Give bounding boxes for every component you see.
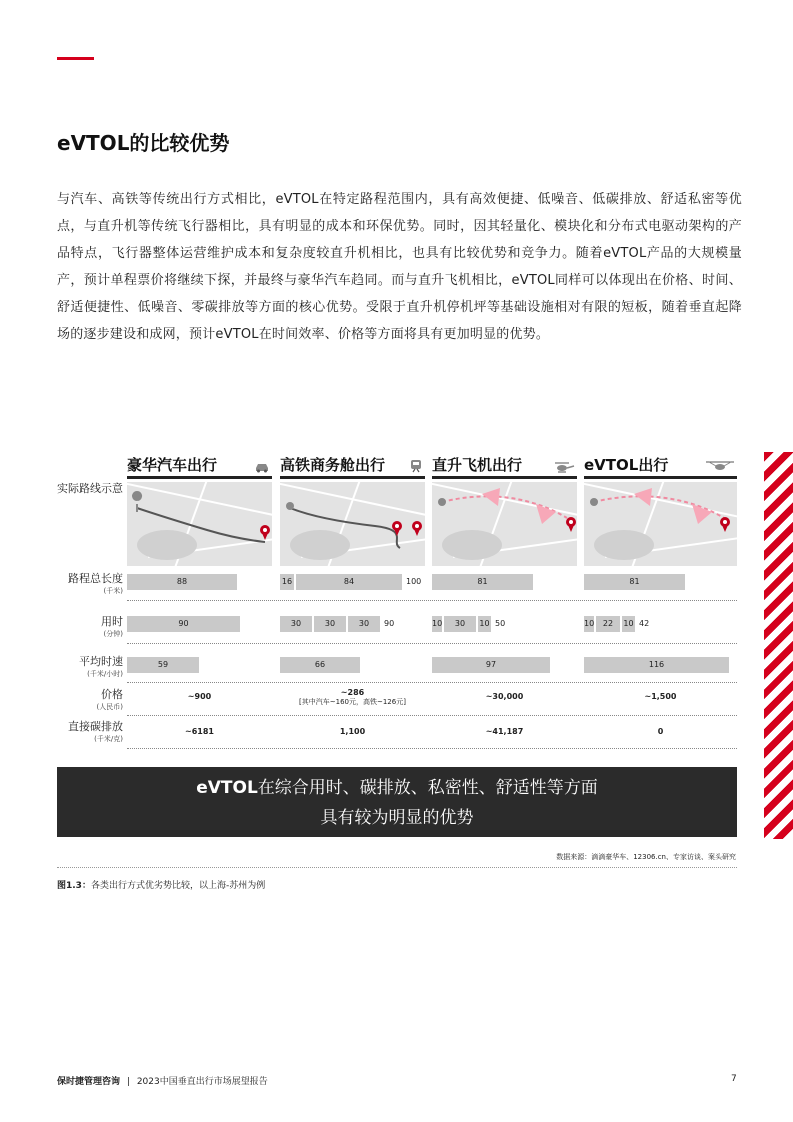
row-divider [127, 715, 737, 716]
row-label-speed: 平均时速 (千米/小时) [79, 655, 123, 678]
banner-line-2: 具有较为明显的优势 [320, 808, 474, 828]
distance-segment: 84 [296, 574, 402, 590]
time-segment: 30 [314, 616, 346, 632]
route-map-helicopter [432, 482, 577, 566]
carbon-evtol: 0 [657, 727, 664, 736]
time-total-evtol: 42 [639, 619, 650, 628]
time-total-helicopter: 50 [495, 619, 506, 628]
train-icon [409, 458, 423, 477]
time-segment: 22 [596, 616, 620, 632]
section-title: eVTOL的比较优势 [57, 131, 230, 155]
carbon-car: ~6181 [185, 727, 214, 736]
route-map-car [127, 482, 272, 566]
page-number: 7 [731, 1074, 737, 1084]
price-train: ~286 [其中汽车~160元，高铁~126元] [299, 688, 406, 706]
footer-divider: | [126, 1077, 130, 1087]
time-total-train: 90 [384, 619, 395, 628]
price-car: ~900 [187, 692, 212, 701]
distance-bar-car: 88 [127, 574, 237, 590]
carbon-train: 1,100 [339, 727, 366, 736]
footer-report-title: 2023中国垂直出行市场展望报告 [136, 1077, 268, 1087]
column-header-evtol: eVTOL出行 [584, 452, 737, 479]
row-label-time: 用时 (分钟) [101, 615, 123, 638]
body-paragraph: 与汽车、高铁等传统出行方式相比，eVTOL在特定路程范围内，具有高效便捷、低噪音、低碳排放、舒适私密等优点，与直升机等传统飞行器相比，具有明显的成本和环保优势。同时，因其轻量化、模块化和分布式电驱动架构的产品特点，飞行器整体运营维护成本和复杂度较直升机相比，也具有比较优势和竞争力。随着eVTOL产品的大规模量产，预计单程票价将继续下探，并最终与豪华汽车趋同。而与直升飞机相比，eVTOL同样可以体现出在价格、时间、舒适便捷性、低噪音、零碳排放等方面的核心优势。受限于直升机停机坪等基础设施相对有限的短板，随着垂直起降场的逐步建设和成网，预计eVTOL在时间效率、价格等方面将具有更加明显的优势。 [57, 192, 742, 342]
time-segment: 10 [432, 616, 442, 632]
speed-bar-evtol: 116 [584, 657, 729, 673]
row-divider [127, 748, 737, 749]
time-segment: 10 [622, 616, 635, 632]
speed-bar-train: 66 [280, 657, 360, 673]
speed-bar-car: 59 [127, 657, 199, 673]
time-segment: 30 [280, 616, 312, 632]
evtol-drone-icon [705, 458, 735, 477]
time-segment: 30 [348, 616, 380, 632]
decorative-stripes [764, 452, 793, 839]
row-label-route: 实际路线示意 [57, 482, 123, 495]
caption-divider [57, 867, 737, 868]
time-bar-car: 90 [127, 616, 240, 632]
distance-bar-helicopter: 81 [432, 574, 533, 590]
footer-brand: 保时捷管理咨询 [57, 1077, 121, 1087]
distance-segment: 16 [280, 574, 294, 590]
page-footer [57, 1074, 268, 1087]
carbon-helicopter: ~41,187 [485, 727, 524, 736]
row-label-carbon: 直接碳排放 (千米/克) [68, 720, 123, 743]
conclusion-banner [57, 767, 737, 837]
route-map-train [280, 482, 425, 566]
route-map-evtol [584, 482, 737, 566]
distance-total-train: 100 [406, 577, 422, 586]
row-label-distance: 路程总长度 (千米) [68, 572, 123, 595]
banner-line-1: eVTOL在综合用时、碳排放、私密性、舒适性等方面 [196, 778, 598, 798]
data-source: 数据来源：滴滴豪华车、12306.cn、专家访谈、案头研究 [556, 853, 736, 861]
column-header-car: 豪华汽车出行 [127, 452, 272, 479]
accent-rule [57, 57, 94, 60]
distance-bar-evtol: 81 [584, 574, 685, 590]
helicopter-icon [553, 458, 575, 477]
row-divider [127, 682, 737, 683]
row-label-price: 价格 (人民币) [96, 688, 123, 711]
car-icon [254, 458, 270, 477]
speed-bar-helicopter: 97 [432, 657, 550, 673]
price-helicopter: ~30,000 [485, 692, 524, 701]
time-segment: 10 [584, 616, 594, 632]
price-evtol: ~1,500 [644, 692, 677, 701]
row-divider [127, 600, 737, 601]
figure-caption: 图1.3：各类出行方式优劣势比较，以上海-苏州为例 [57, 881, 266, 891]
time-segment: 30 [444, 616, 476, 632]
column-header-train: 高铁商务舱出行 [280, 452, 425, 479]
row-divider [127, 643, 737, 644]
column-header-helicopter: 直升飞机出行 [432, 452, 577, 479]
time-segment: 10 [478, 616, 491, 632]
